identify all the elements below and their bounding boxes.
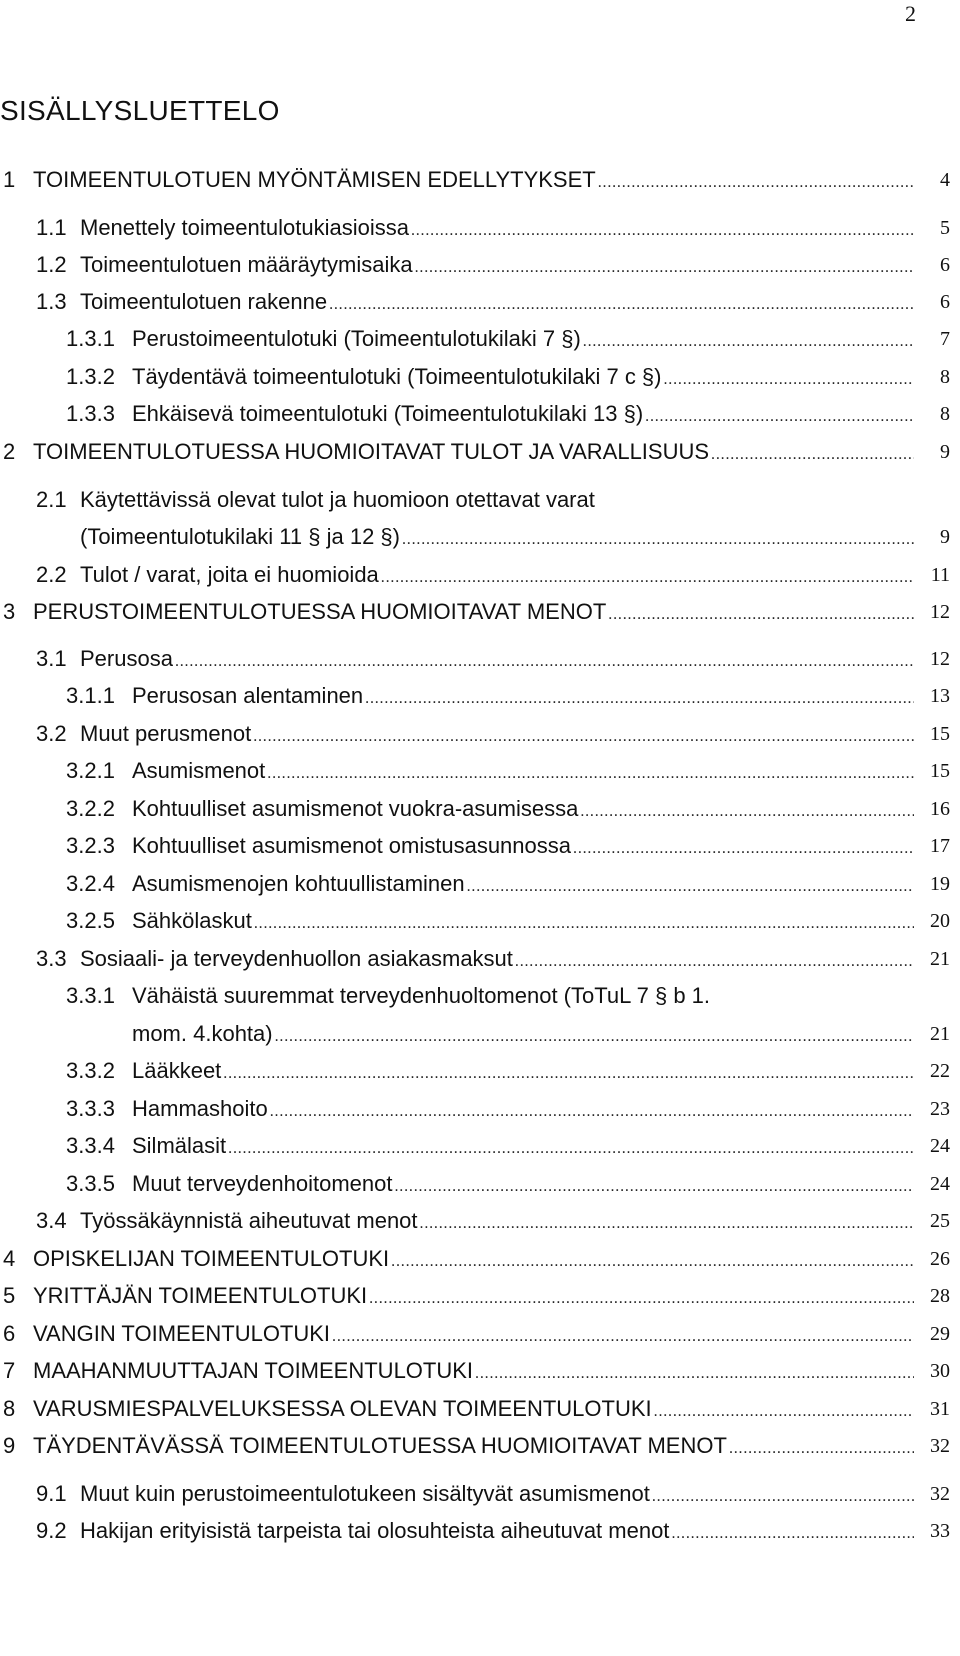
toc-entry[interactable]: [0, 943, 960, 975]
toc-page-number: 30: [930, 1360, 950, 1382]
toc-page-number: 32: [930, 1483, 950, 1505]
toc-entry[interactable]: [0, 905, 960, 937]
toc-title: Hakijan erityisistä tarpeista tai olosuhteista aiheutuvat menot: [80, 1518, 670, 1543]
toc-number: 3.1: [36, 646, 67, 671]
toc-number: 3.1.1: [66, 683, 115, 708]
toc-title: Sosiaali- ja terveydenhuollon asiakasmaksut: [80, 946, 513, 971]
toc-number: 7: [3, 1358, 16, 1383]
toc-number: 4: [3, 1246, 16, 1271]
toc-number: 3.3.1: [66, 983, 115, 1008]
toc-entry[interactable]: [0, 793, 960, 825]
toc-page-number: 13: [930, 685, 950, 707]
toc-page-number: 21: [930, 1023, 950, 1045]
toc-title: Perustoimeentulotuki (Toimeentulotukilaki 7 §): [132, 326, 581, 351]
toc-leader: [671, 1518, 914, 1550]
toc-leader: [270, 1096, 914, 1128]
toc-page-number: 33: [930, 1520, 950, 1542]
toc-title: Asumismenojen kohtuullistaminen: [132, 871, 465, 896]
toc-number: 9.2: [36, 1518, 67, 1543]
toc-entry[interactable]: [0, 1318, 960, 1350]
toc-entry[interactable]: [0, 1055, 960, 1087]
toc-entry[interactable]: [0, 868, 960, 900]
toc-page-number: 12: [930, 601, 950, 623]
toc-number: 3.2.5: [66, 908, 115, 933]
toc-entry[interactable]: [0, 980, 960, 1012]
toc-entry[interactable]: [0, 830, 960, 862]
toc-leader: [332, 1321, 914, 1353]
toc-leader: [365, 683, 914, 715]
toc-entry[interactable]: [0, 1093, 960, 1125]
toc-leader: [420, 1208, 914, 1240]
toc-page-number: 4: [940, 169, 950, 191]
toc-title: (Toimeentulotukilaki 11 § ja 12 §): [80, 524, 400, 549]
toc-leader: [652, 1481, 914, 1513]
toc-number: 3.3.3: [66, 1096, 115, 1121]
toc-leader: [573, 833, 914, 865]
toc-title: Kohtuulliset asumismenot omistusasunnossa: [132, 833, 572, 858]
toc-entry[interactable]: [0, 1130, 960, 1162]
toc-entry[interactable]: [0, 398, 960, 430]
toc-page-number: 25: [930, 1210, 950, 1232]
toc-title: Työssäkäynnistä aiheutuvat menot: [80, 1208, 418, 1233]
toc-entry[interactable]: [0, 286, 960, 318]
toc-number: 2.1: [36, 487, 67, 512]
toc-title: YRITTÄJÄN TOIMEENTULOTUKI: [33, 1283, 368, 1308]
toc-entry-continuation[interactable]: [0, 1018, 960, 1050]
toc-title: Perusosan alentaminen: [132, 683, 364, 708]
toc-page-number: 11: [930, 564, 950, 586]
toc-entry[interactable]: [0, 323, 960, 355]
toc-leader: [381, 562, 914, 594]
toc-number: 2: [3, 439, 16, 464]
toc-page-number: 16: [930, 798, 950, 820]
toc-number: 1: [3, 167, 16, 192]
toc-number: 2.2: [36, 562, 67, 587]
toc-entry[interactable]: [0, 1430, 960, 1462]
toc-title: Ehkäisevä toimeentulotuki (Toimeentulotukilaki 13 §): [132, 401, 644, 426]
toc-leader: [254, 908, 914, 940]
toc-page-number: 8: [940, 366, 950, 388]
toc-leader: [664, 364, 915, 396]
toc-title: VARUSMIESPALVELUKSESSA OLEVAN TOIMEENTULOTUKI: [33, 1396, 652, 1421]
toc-entry-continuation[interactable]: [0, 521, 960, 553]
toc-title: VANGIN TOIMEENTULOTUKI: [33, 1321, 331, 1346]
toc-entry[interactable]: [0, 559, 960, 591]
toc-leader: [228, 1133, 914, 1165]
toc-number: 9.1: [36, 1481, 67, 1506]
toc-leader: [402, 524, 914, 556]
toc-title: Perusosa: [80, 646, 173, 671]
toc-page-number: 29: [930, 1323, 950, 1345]
toc-entry[interactable]: [0, 1515, 960, 1547]
toc-number: 3.3.2: [66, 1058, 115, 1083]
toc-entry[interactable]: [0, 164, 960, 196]
toc-number: 3.3.4: [66, 1133, 115, 1158]
toc-number: 3.2.2: [66, 796, 115, 821]
toc-page-number: 15: [930, 723, 950, 745]
toc-number: 1.3.3: [66, 401, 115, 426]
toc-entry[interactable]: [0, 1168, 960, 1200]
toc-leader: [729, 1433, 914, 1465]
toc-leader: [411, 215, 914, 247]
toc-number: 3.2: [36, 721, 67, 746]
toc-entry[interactable]: [0, 1205, 960, 1237]
toc-number: 3.2.4: [66, 871, 115, 896]
toc-leader: [515, 946, 914, 978]
toc-entry[interactable]: [0, 484, 960, 516]
toc-number: 5: [3, 1283, 16, 1308]
toc-entry[interactable]: [0, 1478, 960, 1510]
toc-page-number: 22: [930, 1060, 950, 1082]
toc-number: 9: [3, 1433, 16, 1458]
toc-entry[interactable]: [0, 1355, 960, 1387]
toc-title: Asumismenot: [132, 758, 266, 783]
toc-leader: [223, 1058, 914, 1090]
toc-page-number: 9: [940, 441, 950, 463]
toc-page-number: 23: [930, 1098, 950, 1120]
toc-number: 1.2: [36, 252, 67, 277]
toc-title: mom. 4.kohta): [132, 1021, 273, 1046]
toc-leader: [598, 167, 914, 199]
toc-page-number: 8: [940, 403, 950, 425]
toc-page-number: 15: [930, 760, 950, 782]
toc-leader: [175, 646, 914, 678]
toc-title: Toimeentulotuen määräytymisaika: [80, 252, 413, 277]
toc-title: Lääkkeet: [132, 1058, 222, 1083]
toc-number: 1.3.2: [66, 364, 115, 389]
toc-leader: [467, 871, 914, 903]
toc-page-number: 26: [930, 1248, 950, 1270]
toc-leader: [391, 1246, 914, 1278]
toc-leader: [711, 439, 914, 471]
toc-entry[interactable]: [0, 718, 960, 750]
toc-page-number: 24: [930, 1135, 950, 1157]
page-title: SISÄLLYSLUETTELO: [0, 95, 280, 126]
toc-page-number: 31: [930, 1398, 950, 1420]
toc-entry[interactable]: [0, 755, 960, 787]
toc-page-number: 17: [930, 835, 950, 857]
toc-number: 1.1: [36, 215, 67, 240]
toc-page-number: 21: [930, 948, 950, 970]
toc-leader: [475, 1358, 914, 1390]
toc-title: Menettely toimeentulotukiasioissa: [80, 215, 409, 240]
toc-leader: [654, 1396, 914, 1428]
toc-title: Käytettävissä olevat tulot ja huomioon otettavat varat: [80, 487, 595, 512]
toc-page-number: 6: [940, 291, 950, 313]
toc-leader: [267, 758, 914, 790]
toc-leader: [275, 1021, 914, 1053]
toc-entry[interactable]: [0, 596, 960, 628]
toc-title: MAAHANMUUTTAJAN TOIMEENTULOTUKI: [33, 1358, 474, 1383]
toc-title: Silmälasit: [132, 1133, 227, 1158]
toc-page-number: 28: [930, 1285, 950, 1307]
toc-number: 1.3.1: [66, 326, 115, 351]
toc-page-number: 6: [940, 254, 950, 276]
toc-title: PERUSTOIMEENTULOTUESSA HUOMIOITAVAT MENOT: [33, 599, 607, 624]
toc-leader: [583, 326, 914, 358]
toc-entry[interactable]: [0, 1280, 960, 1312]
toc-entry[interactable]: [0, 1393, 960, 1425]
toc-page-number: 24: [930, 1173, 950, 1195]
toc-page-number: 32: [930, 1435, 950, 1457]
toc-number: 3.3: [36, 946, 67, 971]
toc-number: 6: [3, 1321, 16, 1346]
toc-number: 3: [3, 599, 16, 624]
toc-title: TOIMEENTULOTUEN MYÖNTÄMISEN EDELLYTYKSET: [33, 167, 596, 192]
page-number: 2: [905, 1, 916, 26]
toc-number: 1.3: [36, 289, 67, 314]
toc-page-number: 20: [930, 910, 950, 932]
toc-title: TÄYDENTÄVÄSSÄ TOIMEENTULOTUESSA HUOMIOITAVAT MENOT: [33, 1433, 727, 1458]
toc-title: TOIMEENTULOTUESSA HUOMIOITAVAT TULOT JA VARALLISUUS: [33, 439, 710, 464]
toc-leader: [608, 599, 914, 631]
toc-title: Täydentävä toimeentulotuki (Toimeentulotukilaki 7 c §): [132, 364, 662, 389]
toc-number: 8: [3, 1396, 16, 1421]
toc-title: Muut perusmenot: [80, 721, 252, 746]
toc-entry[interactable]: [0, 680, 960, 712]
toc-number: 3.4: [36, 1208, 67, 1233]
toc-title: Kohtuulliset asumismenot vuokra-asumisessa: [132, 796, 579, 821]
toc-title: Muut kuin perustoimeentulotukeen sisältyvät asumismenot: [80, 1481, 650, 1506]
toc-leader: [369, 1283, 914, 1315]
toc-entry[interactable]: [0, 249, 960, 281]
toc-title: Sähkölaskut: [132, 908, 252, 933]
toc-leader: [580, 796, 914, 828]
toc-number: 3.2.1: [66, 758, 115, 783]
toc-entry[interactable]: [0, 436, 960, 468]
toc-title: Toimeentulotuen rakenne: [80, 289, 328, 314]
toc-title: Muut terveydenhoitomenot: [132, 1171, 393, 1196]
toc-page-number: 12: [930, 648, 950, 670]
toc-title: Hammashoito: [132, 1096, 268, 1121]
toc-entry[interactable]: [0, 1243, 960, 1275]
toc-page-number: 9: [940, 526, 950, 548]
toc-leader: [645, 401, 914, 433]
toc-leader: [253, 721, 914, 753]
toc-number: 3.2.3: [66, 833, 115, 858]
toc-title: Vähäistä suuremmat terveydenhuoltomenot (ToTuL 7 § b 1.: [132, 983, 711, 1008]
toc-leader: [395, 1171, 915, 1203]
toc-leader: [329, 289, 914, 321]
toc-page-number: 19: [930, 873, 950, 895]
toc-title: Tulot / varat, joita ei huomioida: [80, 562, 379, 587]
toc-entry[interactable]: [0, 643, 960, 675]
toc-entry[interactable]: [0, 361, 960, 393]
toc-page-number: 5: [940, 217, 950, 239]
toc-leader: [415, 252, 914, 284]
toc-number: 3.3.5: [66, 1171, 115, 1196]
toc-page-number: 7: [940, 328, 950, 350]
toc-title: OPISKELIJAN TOIMEENTULOTUKI: [33, 1246, 390, 1271]
toc-entry[interactable]: [0, 212, 960, 244]
